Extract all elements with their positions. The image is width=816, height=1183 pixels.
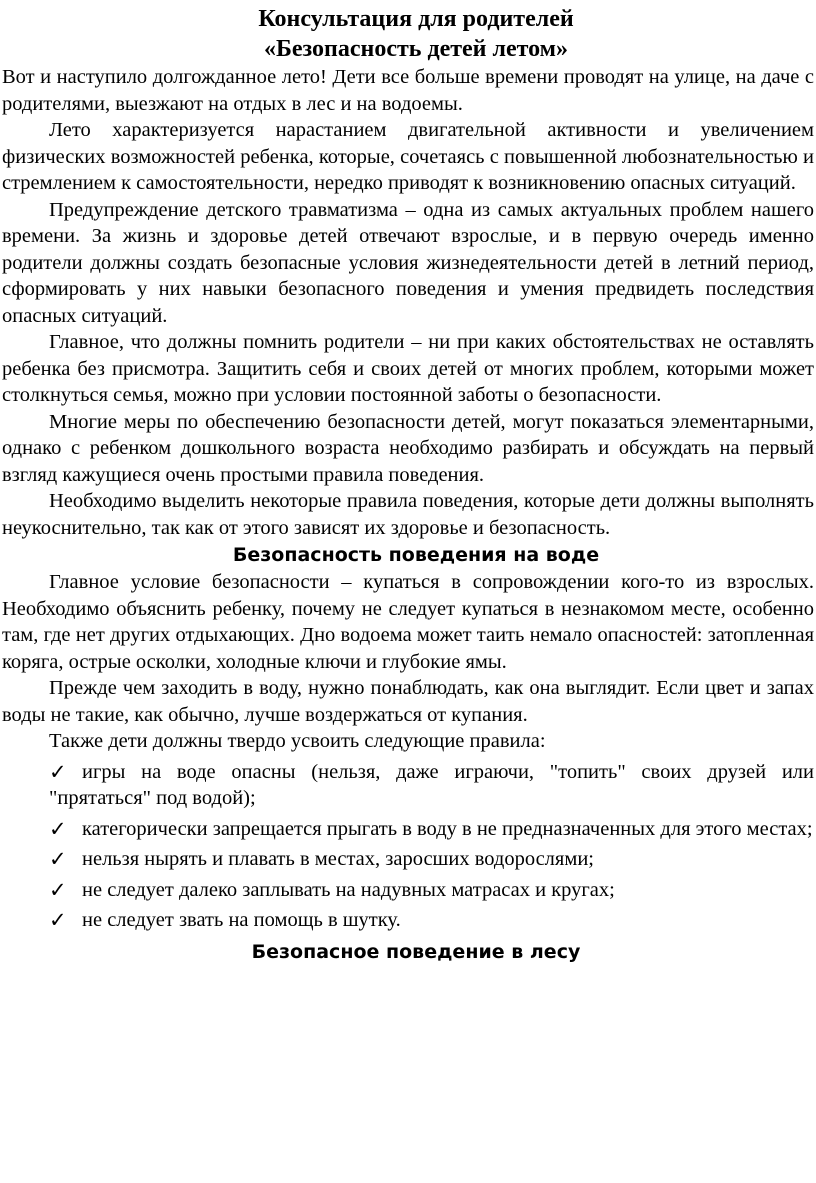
list-item-text: не следует далеко заплывать на надувных матрасах и кругах; (82, 878, 615, 901)
paragraph-4: Главное, что должны помнить родители – ни при каких обстоятельствах не оставлять ребенка без присмотра. Защитить себя и своих детей от многих проблем, которыми может столкнуться семья, можно при условии постоянной заботы о безопасности. (2, 331, 814, 406)
checkmark-icon: ✓ (49, 877, 67, 902)
title-line-2: «Безопасность детей летом» (263, 36, 568, 62)
checkmark-icon: ✓ (49, 759, 67, 784)
list-item-text: игры на воде опасны (нельзя, даже играючи, "топить" своих друзей или "прятаться" под водой); (49, 760, 814, 809)
title-line-1: Консультация для родителей (258, 6, 574, 32)
paragraph-3: Предупреждение детского травматизма – одна из самых актуальных проблем нашего времени. За жизнь и здоровье детей отвечают взрослые, и в первую очередь именно родители должны создать безопасные условия жизнедеятельности детей в летний период, сформировать у них навыки безопасного поведения и умения предвидеть последствия опасных ситуаций. (2, 198, 814, 327)
list-item-text: категорически запрещается прыгать в воду в не предназначенных для этого местах; (82, 817, 813, 840)
checkmark-icon: ✓ (49, 908, 67, 932)
list-item-text: нельзя нырять и плавать в местах, заросших водорослями; (82, 848, 594, 870)
paragraph-water-2: Прежде чем заходить в воду, нужно понаблюдать, как она выглядит. Если цвет и запах воды не такие, как обычно, лучше воздержаться от купания. (2, 677, 814, 726)
list-item (2, 759, 814, 812)
paragraph-2: Лето характеризуется нарастанием двигательной активности и увеличением физических возможностей ребенка, которые, сочетаясь с повышенной любознательностью и стремлением к самостоятельности, нередко приводят к возникновению опасных ситуаций. (2, 119, 814, 194)
list-item-text: не следует звать на помощь в шутку. (82, 909, 401, 931)
list-item (2, 846, 814, 873)
checkmark-icon: ✓ (49, 847, 67, 871)
list-item (2, 816, 814, 843)
list-item (2, 907, 814, 934)
water-rules-list (2, 759, 814, 934)
document-title (2, 4, 814, 64)
paragraph-intro: Вот и наступило долгожданное лето! Дети все больше времени проводят на улице, на даче с родителями, выезжают на отдых в лес и на водоемы. (2, 66, 814, 115)
rules-intro: Также дети должны твердо усвоить следующие правила: (49, 730, 546, 752)
section-heading-water: Безопасность поведения на воде (232, 544, 600, 566)
list-item (2, 877, 814, 904)
paragraph-water-1: Главное условие безопасности – купаться в сопровождении кого-то из взрослых. Необходимо объяснить ребенку, почему не следует купаться в незнакомом месте, особенно там, где нет других отдыхающих. Дно водоема может таить немало опасностей: затопленная коряга, острые осколки, холодные ключи и глубокие ямы. (2, 571, 814, 673)
paragraph-6: Необходимо выделить некоторые правила поведения, которые дети должны выполнять неукоснительно, так как от этого зависят их здоровье и безопасность. (2, 490, 814, 539)
paragraph-5: Многие меры по обеспечению безопасности детей, могут показаться элементарными, однако с ребенком дошкольного возраста необходимо разбирать и обсуждать на первый взгляд кажущиеся очень простыми правила поведения. (2, 410, 814, 486)
section-heading-forest: Безопасное поведение в лесу (251, 940, 581, 963)
checkmark-icon: ✓ (49, 816, 67, 841)
